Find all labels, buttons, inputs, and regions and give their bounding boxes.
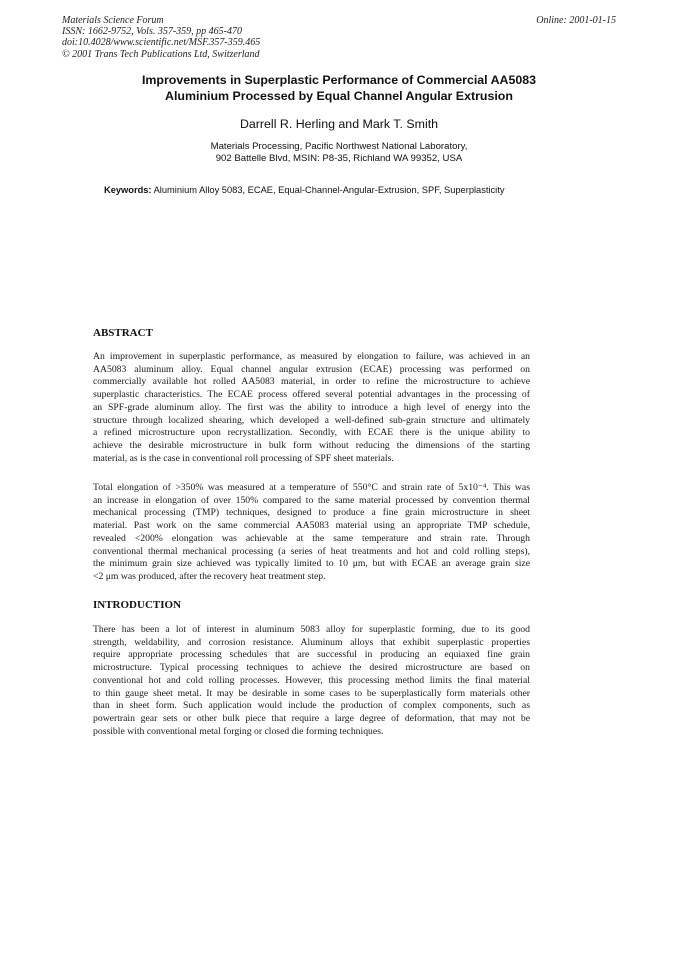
paragraph-line: conventional hot and cold rolling processes. However, this processing method limits the final material <box>93 674 530 686</box>
affiliation-line: Materials Processing, Pacific Northwest National Laboratory, <box>210 141 468 152</box>
journal-info <box>62 15 260 60</box>
paragraph-line: An improvement in superplastic performance, as measured by elongation to failure, was achieved in an <box>93 351 530 362</box>
paragraph-line: material. Past work on the same commercial AA5083 material using an appropriate TMP schedule, <box>93 520 530 532</box>
title-line: Improvements in Superplastic Performance of Commercial AA5083 <box>141 73 537 87</box>
keywords <box>104 185 504 195</box>
abstract-paragraph-2 <box>93 482 530 584</box>
paragraph-line: Total elongation of >350% was measured at a temperature of 550°C and strain rate of 5x10⁻⁴. This was <box>93 482 530 493</box>
paragraph-line: achieve the desirable microstructure in bulk form without reducing the dimensions of the starting <box>93 439 530 451</box>
paragraph-line: a refined microstructure upon recrystallization. Secondly, with ECAE there is the unique ability to <box>93 427 530 439</box>
introduction-heading: INTRODUCTION <box>93 599 182 611</box>
paragraph-line: AA5083 aluminum alloy. Equal channel angular extrusion (ECAE) processing was performed on <box>93 363 530 375</box>
paragraph-line: than in sheet form. Such application would include the production of complex components, such as <box>93 700 530 712</box>
paragraph-line: powertrain gear sets or other bulk piece that require a large degree of deformation, that may not be <box>93 712 530 724</box>
paragraph-line: strength, weldability, and corrosion resistance. Aluminum alloys that exhibit superplastic properties <box>93 636 530 648</box>
journal-issn: ISSN: 1662-9752, Vols. 357-359, pp 465-470 <box>62 26 242 38</box>
affiliation <box>60 141 618 166</box>
affiliation-line: 902 Battelle Blvd, MSIN: P8-35, Richland WA 99352, USA <box>215 153 463 165</box>
keywords-text: Aluminium Alloy 5083, ECAE, Equal-Channel-Angular-Extrusion, SPF, Superplasticity <box>151 185 505 195</box>
paragraph-line: an SPF-grade aluminum alloy. The first was the ability to introduce a high level of energy into the <box>93 401 530 413</box>
journal-copyright: © 2001 Trans Tech Publications Ltd, Switzerland <box>62 48 260 60</box>
paragraph-line: material, as is the case in conventional roll processing of SPF sheet materials. <box>93 452 394 464</box>
paragraph-line: revealed <200% elongation was achievable at the same temperature and strain rate. Through <box>93 532 530 544</box>
online-date: Online: 2001-01-15 <box>536 15 616 26</box>
keywords-label: Keywords: <box>104 185 152 195</box>
authors: Darrell R. Herling and Mark T. Smith <box>239 117 439 131</box>
title-line: Aluminium Processed by Equal Channel Angular Extrusion <box>165 88 513 103</box>
paragraph-line: the minimum grain size achieved was typically limited to 10 μm, but with ECAE an average grain size <box>93 558 530 570</box>
paragraph-line: commercially available hot rolled AA5083 material, in order to refine the microstructure to achieve <box>93 376 530 388</box>
paper-title <box>60 73 618 104</box>
abstract-heading: ABSTRACT <box>93 327 153 339</box>
paragraph-line: There has been a lot of interest in aluminum 5083 alloy for superplastic forming, due to its good <box>93 624 530 635</box>
paragraph-line: microstructure. Typical processing techniques to achieve the desired microstructure are based on <box>93 662 530 674</box>
paragraph-line: an increase in elongation of over 150% compared to the same material processed by convention thermal <box>93 494 530 506</box>
paragraph-line: possible with conventional metal forging or closed die forming techniques. <box>93 725 384 737</box>
paragraph-line: require appropriate processing schedules that are successful in producing an equiaxed fine grain <box>93 649 530 661</box>
abstract-paragraph-1 <box>93 351 530 465</box>
paragraph-line: to thin gauge sheet metal. It may be desirable in some cases to be superplastically form materials other <box>93 687 530 699</box>
paragraph-line: mechanical processing (TMP) techniques, designed to produce a fine grain microstructure in sheet <box>93 507 530 519</box>
journal-doi: doi:10.4028/www.scientific.net/MSF.357-359.465 <box>62 37 261 49</box>
paragraph-line: superplastic characteristics. The ECAE process offered several potential advantages in the processing of <box>93 389 530 401</box>
journal-name: Materials Science Forum <box>62 15 164 26</box>
paragraph-line: structure through localized shearing, which developed a well-defined sub-grain structure and ultimately <box>93 414 530 426</box>
paragraph-line: <2 μm was produced, after the recovery heat treatment step. <box>93 570 326 582</box>
introduction-paragraph-1 <box>93 624 530 738</box>
paragraph-line: conventional thermal mechanical processing (a series of heat treatments and hot and cold rolling steps), <box>93 545 530 557</box>
